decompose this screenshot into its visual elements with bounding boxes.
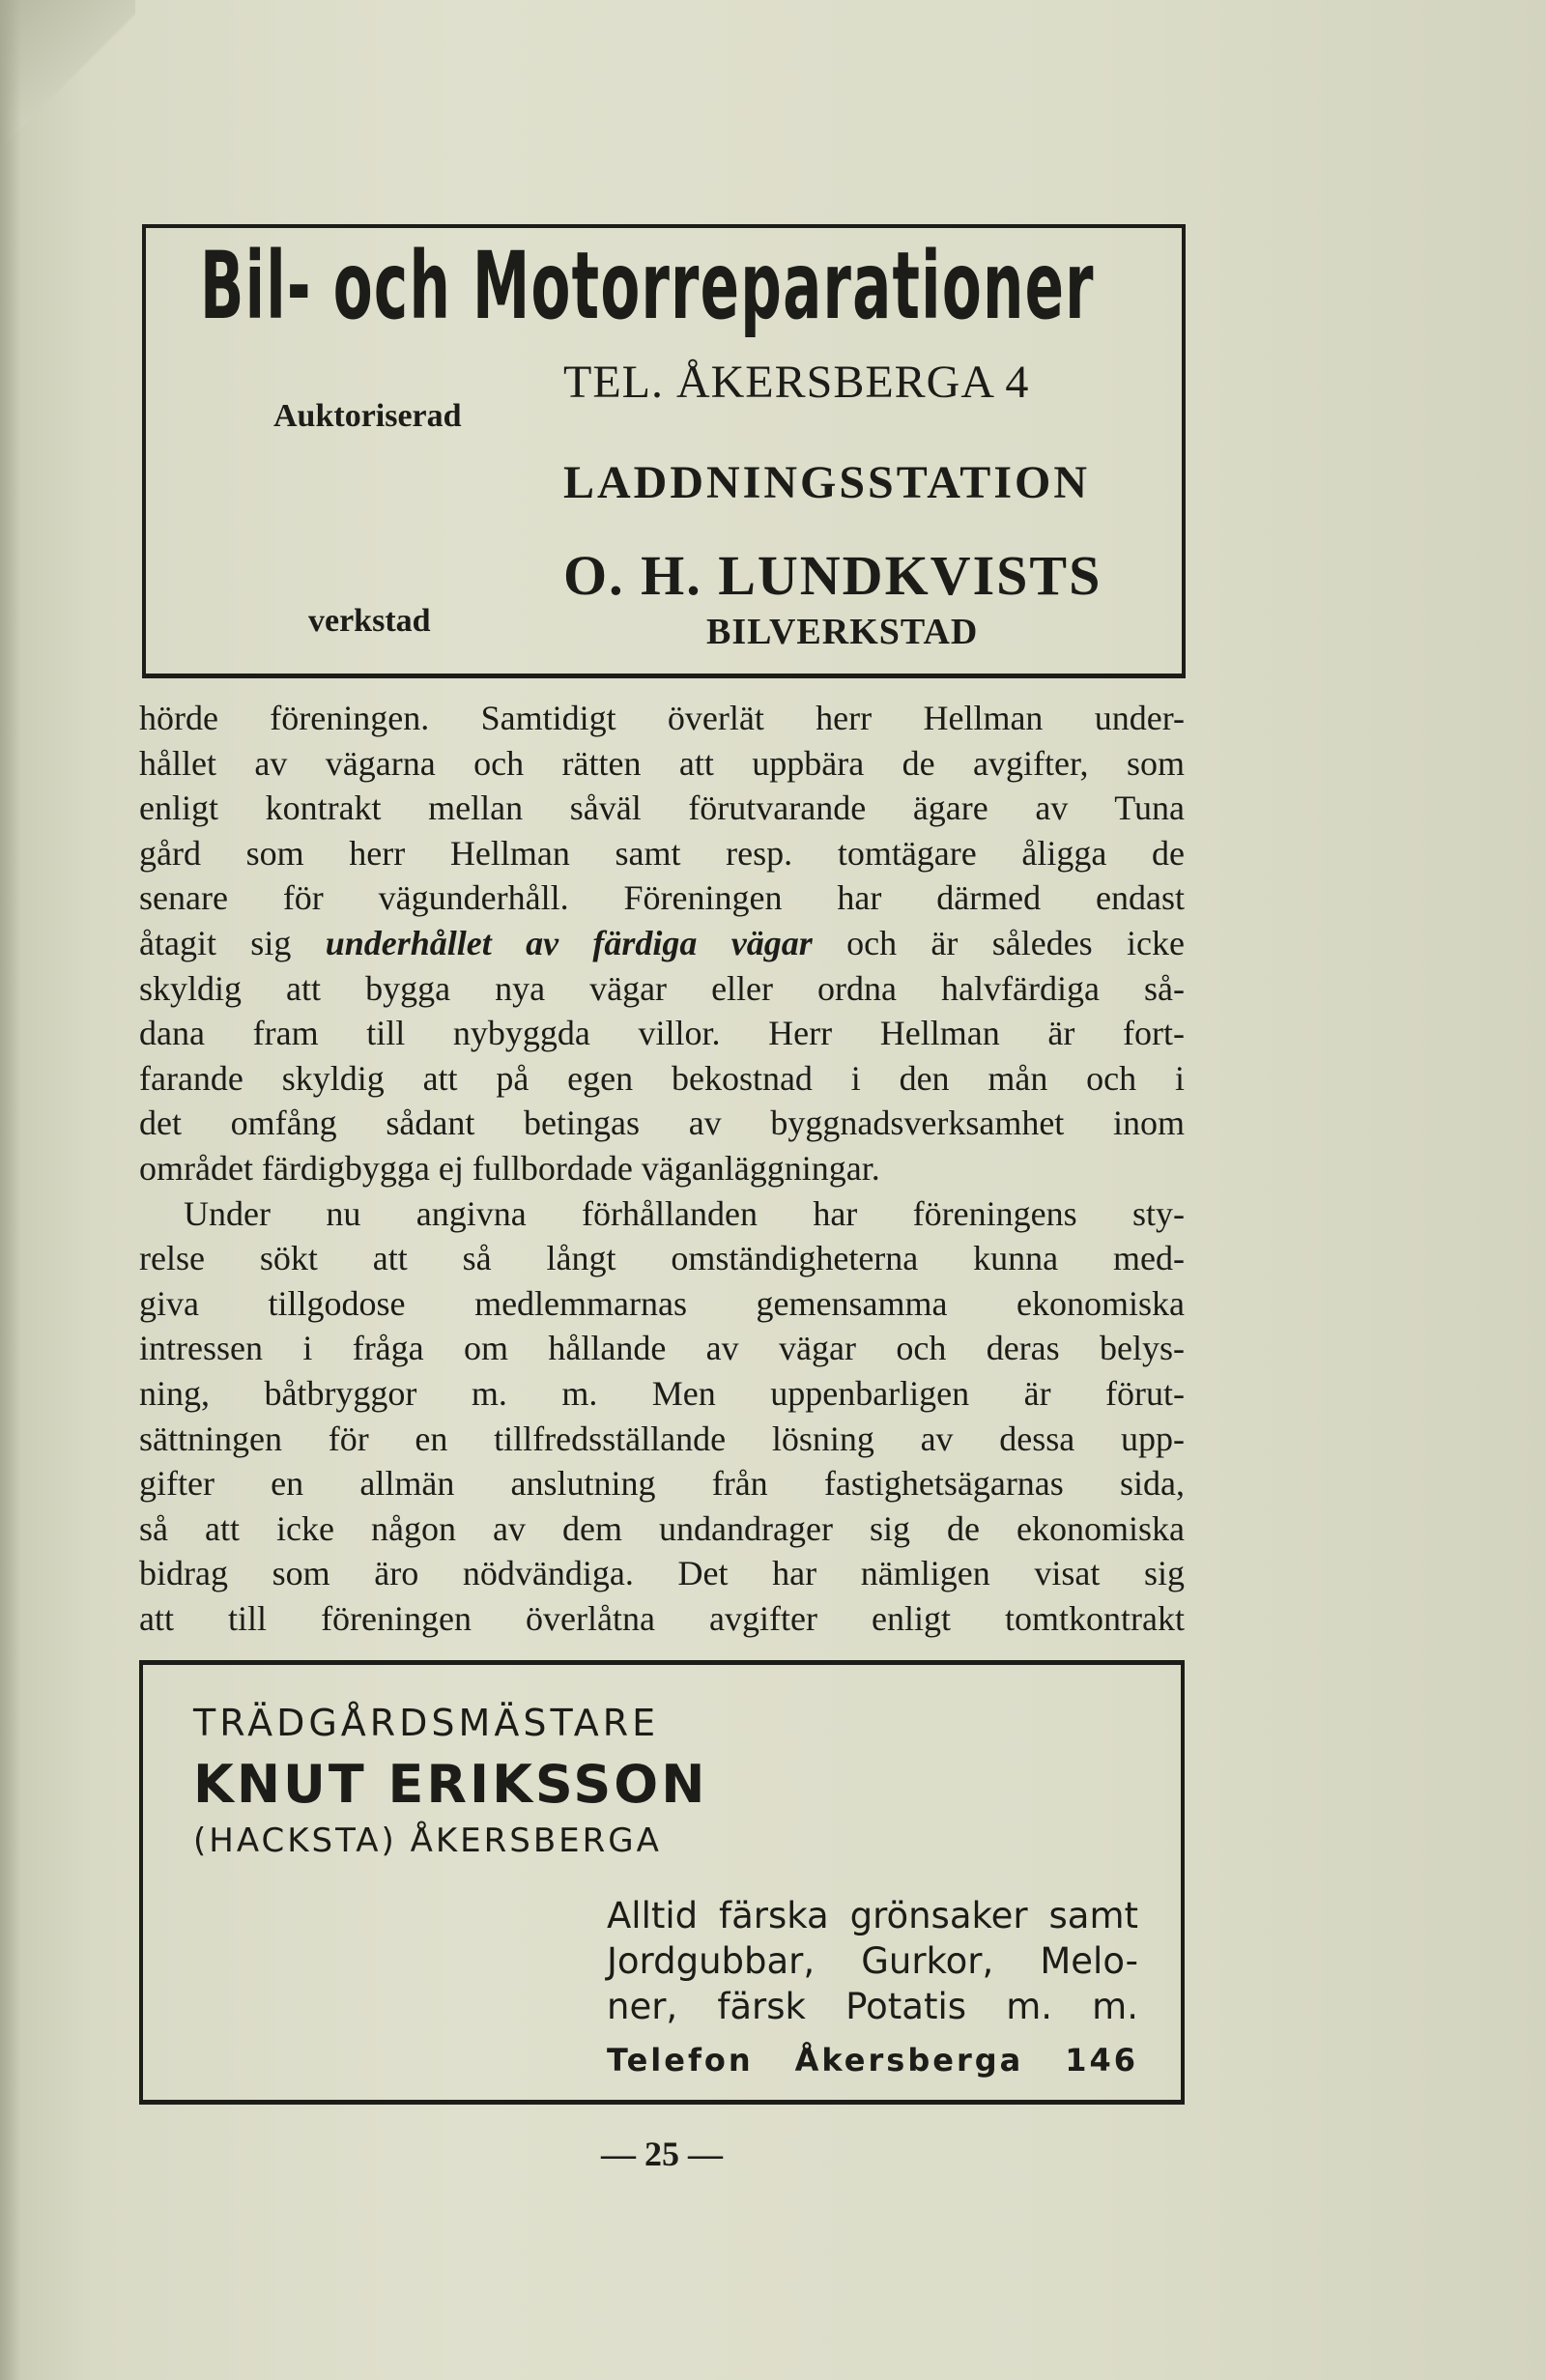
text-line: ning, båtbryggor m. m. Men uppenbarligen är förut- — [139, 1373, 1185, 1413]
ad-car-workshop: BILVERKSTAD — [706, 612, 979, 652]
text-line: det omfång sådant betingas av byggnadsverksamhet inom — [139, 1104, 1185, 1143]
text-line: Under nu angivna förhållanden har föreningens sty- — [184, 1193, 1185, 1233]
advertisement-motor-repair — [142, 224, 1186, 678]
advertisement-gardener — [139, 1660, 1185, 2105]
text-line: att till föreningen överlåtna avgifter enligt tomtkontrakt — [139, 1598, 1185, 1638]
text-segment: åtagit sig — [139, 923, 292, 962]
ad-telephone: TEL. ÅKERSBERGA 4 — [563, 357, 1030, 408]
ad-title: Bil- och Motorreparationer — [200, 232, 1095, 340]
offer-line: ner, färsk Potatis m. m. — [607, 1986, 1138, 2027]
page-edge-shadow — [0, 0, 21, 2380]
text-line: bidrag som äro nödvändiga. Det har nämligen visat sig — [139, 1554, 1185, 1593]
body-text — [139, 696, 1185, 1641]
ad-location: (HACKSTA) ÅKERSBERGA — [193, 1821, 662, 1860]
text-line: intressen i fråga om hållande av vägar och deras belys- — [139, 1329, 1185, 1368]
ad-owner-name: O. H. LUNDKVISTS — [563, 544, 1102, 607]
text-line: gifter en allmän anslutning från fastighetsägarnas sida, — [139, 1464, 1185, 1504]
text-segment: och är således icke — [846, 923, 1185, 962]
ad-charging-station: LADDNINGSSTATION — [563, 457, 1090, 508]
text-line-mixed — [139, 921, 1185, 966]
text-line: sättningen för en tillfredsställande lösning av dessa upp- — [139, 1419, 1185, 1458]
text-line: skyldig att bygga nya vägar eller ordna halvfärdiga så- — [139, 968, 1185, 1008]
text-line: gård som herr Hellman samt resp. tomtägare åligga de — [139, 833, 1185, 873]
text-line: området färdigbygga ej fullbordade väganläggningar. — [139, 1148, 880, 1188]
emphasized-text: underhållet av färdiga vägar — [325, 923, 813, 962]
ad-workshop-label: verkstad — [308, 603, 431, 639]
ad-phone: Telefon Åkersberga 146 — [607, 2042, 1138, 2079]
text-line: senare för vägunderhåll. Föreningen har därmed endast — [139, 878, 1185, 918]
text-line: farande skyldig att på egen bekostnad i den mån och i — [139, 1058, 1185, 1098]
offer-line: Jordgubbar, Gurkor, Melo- — [607, 1940, 1138, 1982]
ad-gardener-name: KNUT ERIKSSON — [193, 1754, 708, 1815]
text-line: dana fram till nybyggda villor. Herr Hellman är fort- — [139, 1014, 1185, 1053]
text-line: giva tillgodose medlemmarnas gemensamma ekonomiska — [139, 1283, 1185, 1323]
page-number: — 25 — — [601, 2135, 723, 2173]
offer-line: Alltid färska grönsaker samt — [607, 1895, 1138, 1936]
ad-offer — [607, 1893, 1138, 2029]
text-line: enligt kontrakt mellan såväl förutvarande ägare av Tuna — [139, 789, 1185, 828]
text-line: hörde föreningen. Samtidigt överlät herr Hellman under- — [139, 699, 1185, 737]
text-line: relse sökt att så långt omständigheterna kunna med- — [139, 1239, 1185, 1278]
ad-profession: TRÄDGÅRDSMÄSTARE — [193, 1702, 660, 1744]
ad-authorized-label: Auktoriserad — [273, 398, 462, 434]
text-line: så att icke någon av dem undandrager sig de ekonomiska — [139, 1508, 1185, 1548]
text-line: hållet av vägarna och rätten att uppbära de avgifter, som — [139, 743, 1185, 783]
